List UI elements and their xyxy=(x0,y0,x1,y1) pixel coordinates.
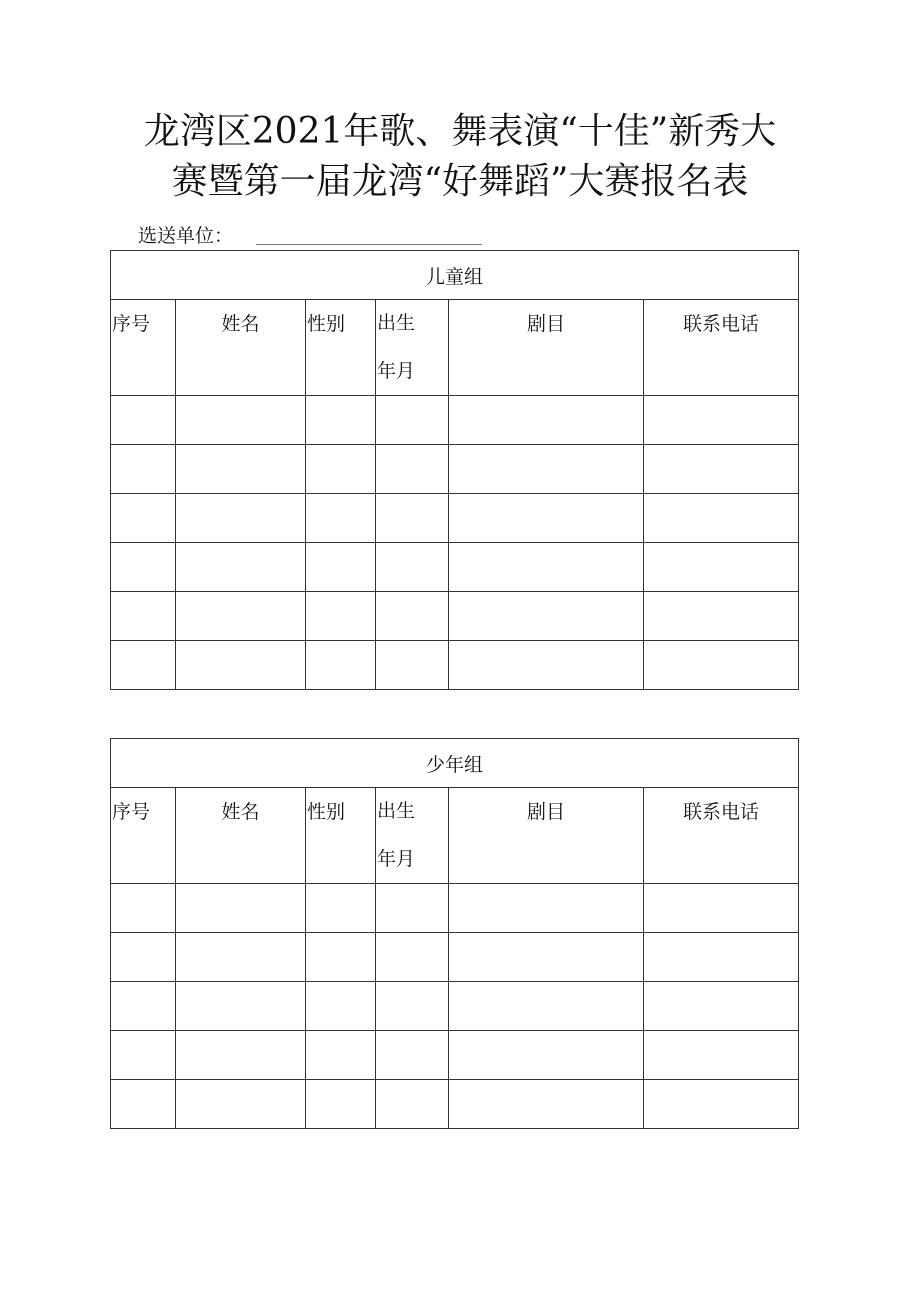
form-title-line-2: 赛暨第一届龙湾“好舞蹈”大赛报名表 xyxy=(171,161,749,202)
table-row xyxy=(111,1080,799,1129)
cell-no[interactable] xyxy=(111,884,176,933)
table-row xyxy=(111,494,799,543)
cell-name[interactable] xyxy=(176,884,306,933)
table-row xyxy=(111,1031,799,1080)
table-row xyxy=(111,884,799,933)
cell-gender[interactable] xyxy=(306,445,376,494)
cell-no[interactable] xyxy=(111,933,176,982)
cell-phone[interactable] xyxy=(644,445,799,494)
cell-phone[interactable] xyxy=(644,884,799,933)
cell-name[interactable] xyxy=(176,1031,306,1080)
cell-gender[interactable] xyxy=(306,543,376,592)
cell-gender[interactable] xyxy=(306,494,376,543)
cell-phone[interactable] xyxy=(644,494,799,543)
cell-no[interactable] xyxy=(111,494,176,543)
cell-phone[interactable] xyxy=(644,1031,799,1080)
col-header-gender: 性别 xyxy=(306,788,376,884)
cell-gender[interactable] xyxy=(306,982,376,1031)
teen-group-table xyxy=(110,738,799,1129)
table-row xyxy=(111,982,799,1031)
col-header-phone: 联系电话 xyxy=(644,300,799,396)
cell-program[interactable] xyxy=(449,592,644,641)
cell-gender[interactable] xyxy=(306,933,376,982)
cell-name[interactable] xyxy=(176,396,306,445)
cell-phone[interactable] xyxy=(644,641,799,690)
cell-program[interactable] xyxy=(449,445,644,494)
cell-name[interactable] xyxy=(176,933,306,982)
cell-phone[interactable] xyxy=(644,982,799,1031)
cell-gender[interactable] xyxy=(306,1080,376,1129)
col-header-name: 姓名 xyxy=(176,300,306,396)
cell-no[interactable] xyxy=(111,641,176,690)
table-row xyxy=(111,543,799,592)
cell-name[interactable] xyxy=(176,543,306,592)
col-header-no: 序号 xyxy=(111,788,176,884)
cell-no[interactable] xyxy=(111,445,176,494)
col-header-birth: 出生 年月 xyxy=(376,300,449,396)
form-title-line-1: 龙湾区2021年歌、舞表演“十佳”新秀大 xyxy=(143,111,777,152)
cell-birth[interactable] xyxy=(376,641,449,690)
col-header-program: 剧目 xyxy=(449,788,644,884)
cell-program[interactable] xyxy=(449,641,644,690)
cell-gender[interactable] xyxy=(306,641,376,690)
cell-name[interactable] xyxy=(176,445,306,494)
cell-program[interactable] xyxy=(449,396,644,445)
cell-name[interactable] xyxy=(176,592,306,641)
column-header-row xyxy=(111,788,799,884)
cell-phone[interactable] xyxy=(644,396,799,445)
cell-no[interactable] xyxy=(111,396,176,445)
cell-name[interactable] xyxy=(176,1080,306,1129)
cell-birth[interactable] xyxy=(376,543,449,592)
column-header-row xyxy=(111,300,799,396)
cell-name[interactable] xyxy=(176,494,306,543)
cell-no[interactable] xyxy=(111,1031,176,1080)
cell-birth[interactable] xyxy=(376,933,449,982)
table-row xyxy=(111,445,799,494)
col-header-phone: 联系电话 xyxy=(644,788,799,884)
col-header-program: 剧目 xyxy=(449,300,644,396)
col-header-name: 姓名 xyxy=(176,788,306,884)
cell-no[interactable] xyxy=(111,1080,176,1129)
cell-gender[interactable] xyxy=(306,592,376,641)
table-row xyxy=(111,933,799,982)
cell-gender[interactable] xyxy=(306,1031,376,1080)
cell-birth[interactable] xyxy=(376,1080,449,1129)
col-header-birth: 出生 年月 xyxy=(376,788,449,884)
cell-birth[interactable] xyxy=(376,1031,449,1080)
cell-birth[interactable] xyxy=(376,396,449,445)
cell-phone[interactable] xyxy=(644,592,799,641)
cell-phone[interactable] xyxy=(644,1080,799,1129)
cell-birth[interactable] xyxy=(376,494,449,543)
cell-birth[interactable] xyxy=(376,982,449,1031)
cell-phone[interactable] xyxy=(644,933,799,982)
cell-program[interactable] xyxy=(449,1080,644,1129)
table-row xyxy=(111,396,799,445)
group-header-row xyxy=(111,739,799,788)
col-header-no: 序号 xyxy=(111,300,176,396)
cell-no[interactable] xyxy=(111,982,176,1031)
cell-no[interactable] xyxy=(111,592,176,641)
cell-program[interactable] xyxy=(449,543,644,592)
cell-birth[interactable] xyxy=(376,884,449,933)
cell-no[interactable] xyxy=(111,543,176,592)
cell-phone[interactable] xyxy=(644,543,799,592)
group-header-row xyxy=(111,251,799,300)
children-group-table xyxy=(110,250,799,690)
cell-program[interactable] xyxy=(449,982,644,1031)
cell-program[interactable] xyxy=(449,494,644,543)
table-row xyxy=(111,592,799,641)
cell-gender[interactable] xyxy=(306,884,376,933)
cell-program[interactable] xyxy=(449,1031,644,1080)
cell-program[interactable] xyxy=(449,884,644,933)
cell-name[interactable] xyxy=(176,641,306,690)
submitting-unit-label: 选送单位： xyxy=(138,225,234,247)
cell-gender[interactable] xyxy=(306,396,376,445)
group-name-teen: 少年组 xyxy=(111,739,799,788)
cell-program[interactable] xyxy=(449,933,644,982)
group-name-children: 儿童组 xyxy=(111,251,799,300)
cell-name[interactable] xyxy=(176,982,306,1031)
col-header-gender: 性别 xyxy=(306,300,376,396)
table-row xyxy=(111,641,799,690)
submitting-unit-blank[interactable] xyxy=(256,244,482,245)
cell-birth[interactable] xyxy=(376,592,449,641)
cell-birth[interactable] xyxy=(376,445,449,494)
